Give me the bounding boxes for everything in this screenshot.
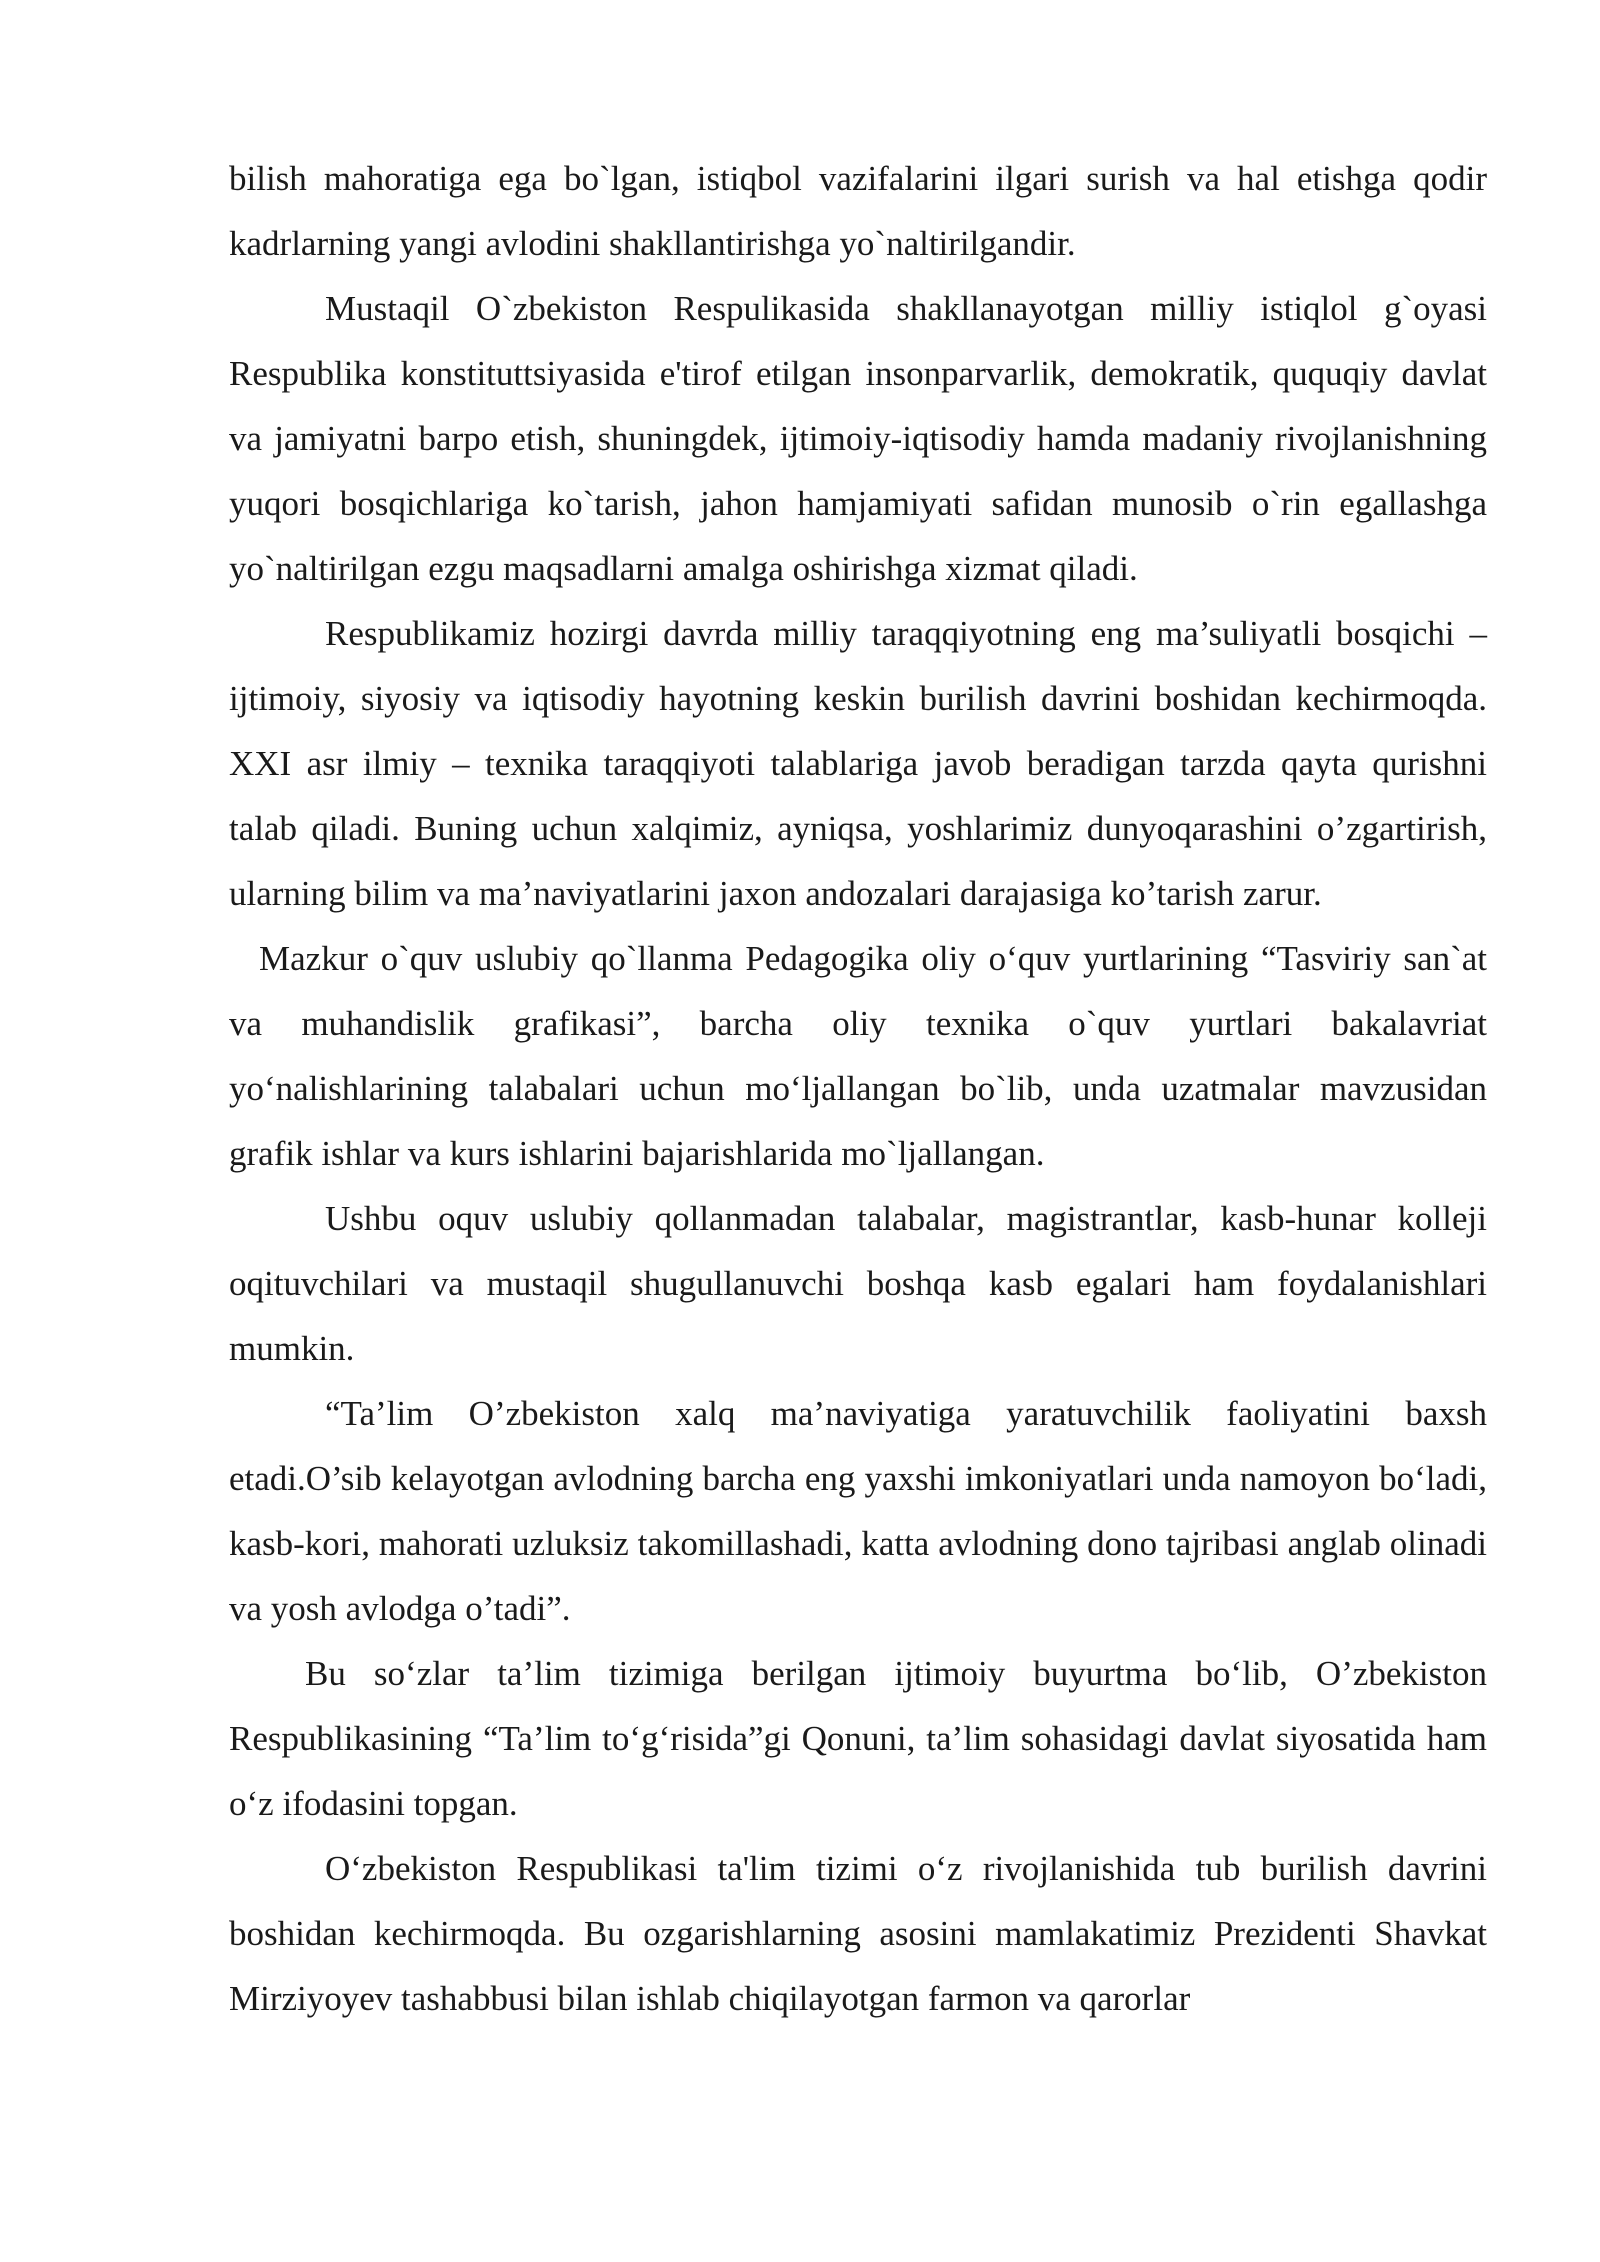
paragraph-national-idea: Mustaqil O`zbekiston Respulikasida shakllanayotgan milliy istiqlol g`oyasi Respublika konstituttsiyasida e'tirof etilgan insonparvarlik, demokratik, ququqiy davlat va jamiyatni barpo etish, shuningdek, ijtimoiy-iqtisodiy hamda madaniy rivojlanishning yuqori bosqichlariga ko`tarish, jahon hamjamiyati safidan munosib o`rin egallashga yo`naltirilgan ezgu maqsadlarni amalga oshirishga xizmat qiladi. (229, 289, 1487, 588)
paragraph-national-development: Respublikamiz hozirgi davrda milliy taraqqiyotning eng ma’suliyatli bosqichi – ijtimoiy, siyosiy va iqtisodiy hayotning keskin burilish davrini boshidan kechirmoqda. XXI asr ilmiy – texnika taraqqiyoti talablariga javob beradigan tarzda qayta qurishni talab qiladi. Buning uchun xalqimiz, ayniqsa, yoshlarimiz dunyoqarashini o’zgartirish, ularning bilim va ma’naviyatlarini jaxon andozalari darajasiga ko’tarish zarur. (229, 614, 1487, 913)
paragraph-quote: “Ta’lim O’zbekiston xalq ma’naviyatiga yaratuvchilik faoliyatini baxsh etadi.O’sib kelayotgan avlodning barcha eng yaxshi imkoniyatlari unda namoyon bo‘ladi, kasb-kori, mahorati uzluksiz takomillashadi, katta avlodning dono tajribasi anglab olinadi va yosh avlodga o’tadi”. (229, 1394, 1487, 1628)
paragraph-education-reform: O‘zbekiston Respublikasi ta'lim tizimi o‘z rivojlanishida tub burilish davrini boshidan kechirmoqda. Bu ozgarishlarning asosini mamlakatimiz Prezidenti Shavkat Mirziyoyev tashabbusi bilan ishlab chiqilayotgan farmon va qarorlar (229, 1849, 1487, 2018)
paragraph-manual-purpose: Mazkur o`quv uslubiy qo`llanma Pedagogika oliy o‘quv yurtlarining “Tasviriy san`at va muhandislik grafikasi”, barcha oliy texnika o`quv yurtlari bakalavriat yo‘nalishlarining talabalari uchun mo‘ljallangan bo`lib, unda uzatmalar mavzusidan grafik ishlar va kurs ishlarini bajarishlarida mo`ljallangan. (229, 939, 1487, 1173)
paragraph-audience: Ushbu oquv uslubiy qollanmadan talabalar, magistrantlar, kasb-hunar kolleji oqituvchilari va mustaqil shugullanuvchi boshqa kasb egalari ham foydalanishlari mumkin. (229, 1199, 1487, 1368)
paragraph-education-law: Bu so‘zlar ta’lim tizimiga berilgan ijtimoiy buyurtma bo‘lib, O’zbekiston Respublikasining “Ta’lim to‘g‘risida”gi Qonuni, ta’lim sohasidagi davlat siyosatida ham o‘z ifodasini topgan. (229, 1654, 1487, 1823)
body-text (229, 146, 1487, 2031)
paragraph-continuation: bilish mahoratiga ega bo`lgan, istiqbol vazifalarini ilgari surish va hal etishga qodir kadrlarning yangi avlodini shakllantirishga yo`naltirilgandir. (229, 159, 1487, 263)
